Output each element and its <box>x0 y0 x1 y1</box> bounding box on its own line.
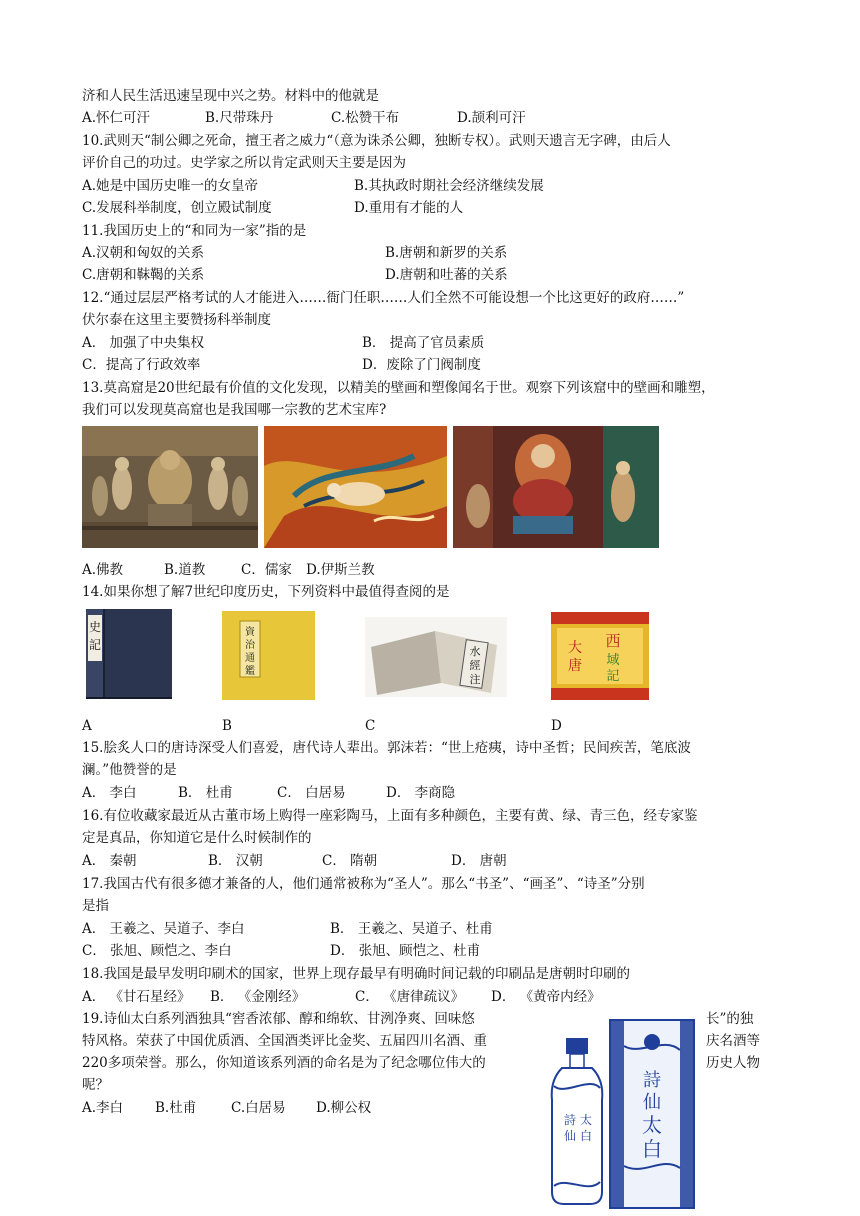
q19-line-4: 呢？ <box>82 1077 109 1093</box>
q17-option-d[interactable]: D． 张旭、顾恺之、杜甫 <box>330 943 481 959</box>
box-label-2: 仙 <box>643 1092 661 1113</box>
q18-option-d[interactable]: D． 《黄帝内经》 <box>491 989 601 1005</box>
q17-stem-2: 是指 <box>82 898 109 914</box>
book-xiyuji-title-1: 大 <box>568 640 582 656</box>
q12-option-a[interactable]: A． 加强了中央集权 <box>82 335 205 351</box>
q19-option-a[interactable]: A.李白 <box>82 1100 124 1116</box>
q15-option-b[interactable]: B． 杜甫 <box>178 785 233 801</box>
bottle-label-3: 太 <box>579 1113 593 1127</box>
book-shuijingzhu-image[interactable] <box>365 617 507 697</box>
q16-stem-1: 16.有位收藏家最近从古董市场上购得一座彩陶马，上面有多种颜色，主要有黄、绿、青三色，经专家鉴 <box>82 808 698 824</box>
q12-option-c[interactable]: C．提高了行政效率 <box>82 357 201 373</box>
q10-option-c[interactable]: C.发展科举制度，创立殿试制度 <box>82 200 272 216</box>
q18-option-a[interactable]: A． 《甘石星经》 <box>82 989 191 1005</box>
q15-option-a[interactable]: A． 李白 <box>82 785 137 801</box>
q13-stem-2: 我们可以发现莫高窟也是我国哪一宗教的艺术宝库? <box>82 402 387 418</box>
q17-stem-1: 17.我国古代有很多德才兼备的人，他们通常被称为“圣人”。那么“书圣”、“画圣”、“诗圣”分别 <box>82 876 645 892</box>
box-label-1: 詩 <box>643 1070 661 1091</box>
q13-option-c[interactable]: C．儒家 <box>241 562 292 578</box>
q16-stem-2: 定是真品，你知道它是什么时候制作的 <box>82 830 312 846</box>
q13-stem-1: 13.莫高窟是20世纪最有价值的文化发现，以精美的壁画和塑像闻名于世。观察下列该窟中的壁画和雕塑， <box>82 380 715 396</box>
q19-line-2b: 庆名酒等 <box>706 1033 760 1049</box>
q18-option-c[interactable]: C． 《唐律疏议》 <box>355 989 465 1005</box>
q13-option-b[interactable]: B.道教 <box>164 562 206 578</box>
q19-line-3b: 历史人物 <box>706 1055 760 1071</box>
q19-option-c[interactable]: C.白居易 <box>231 1100 286 1116</box>
q19-option-d[interactable]: D.柳公权 <box>316 1100 372 1116</box>
q9-option-a[interactable]: A.怀仁可汗 <box>82 110 151 126</box>
book-xiyuji-title-2: 唐 <box>568 658 582 674</box>
q15-stem-1: 15.脍炙人口的唐诗深受人们喜爱，唐代诗人辈出。郭沫若：“世上疮痍，诗中圣哲；民间疾苦，笔底波 <box>82 740 691 756</box>
q18-option-b[interactable]: B． 《金刚经》 <box>210 989 306 1005</box>
bottle-label-2: 仙 <box>563 1129 577 1143</box>
book-shuijing-title-2: 經 <box>469 659 481 672</box>
q13-option-d[interactable]: D.伊斯兰教 <box>306 562 375 578</box>
q14-stem: 14.如果你想了解7世纪印度历史，下列资料中最值得查阅的是 <box>82 584 450 600</box>
q12-stem-1: 12.“通过层层严格考试的人才能进入……衙门任职……人们全然不可能设想一个比这更好的政府……” <box>82 290 685 306</box>
q18-stem: 18.我国是最早发明印刷术的国家，世界上现存最早有明确时间记载的印刷品是唐朝时印刷的 <box>82 966 630 982</box>
q10-stem-2: 评价自己的功过。史学家之所以肯定武则天主要是因为 <box>82 155 406 171</box>
q14-label-d[interactable]: D <box>551 718 562 734</box>
q19-line-1b: 长”的独 <box>706 1011 754 1027</box>
q11-option-c[interactable]: C.唐朝和靺鞨的关系 <box>82 267 205 283</box>
q10-option-d[interactable]: D.重用有才能的人 <box>354 200 464 216</box>
book-zizhi-tongjian-image[interactable] <box>222 611 315 700</box>
q19-line-3a: 220多项荣誉。那么，你知道该系列酒的命名是为了纪念哪位伟大的 <box>82 1055 486 1071</box>
mogao-sculpture-image <box>82 426 258 548</box>
book-shuijing-title-3: 注 <box>469 673 481 686</box>
q16-option-d[interactable]: D． 唐朝 <box>451 853 507 869</box>
q16-option-c[interactable]: C． 隋朝 <box>322 853 378 869</box>
q16-option-b[interactable]: B． 汉朝 <box>208 853 263 869</box>
mogao-buddha-image <box>453 426 659 548</box>
book-shiji-title-1: 史 <box>88 620 102 634</box>
q17-option-a[interactable]: A． 王羲之、吴道子、李白 <box>82 921 245 937</box>
q9-option-c[interactable]: C.松赞干布 <box>331 110 400 126</box>
box-label-4: 白 <box>642 1137 662 1161</box>
shixian-taibai-liquor-image <box>540 1016 700 1212</box>
book-zizhi-title-2: 治 <box>245 640 255 651</box>
book-zizhi-title-4: 鑑 <box>245 666 255 677</box>
q12-option-b[interactable]: B． 提高了官员素质 <box>362 335 485 351</box>
q19-line-1a: 19.诗仙太白系列酒独具“窖香浓郁、醇和绵软、甘洌净爽、回味悠 <box>82 1011 475 1027</box>
q11-option-d[interactable]: D.唐朝和吐蕃的关系 <box>385 267 508 283</box>
q12-stem-2: 伏尔泰在这里主要赞扬科举制度 <box>82 312 271 328</box>
book-zizhi-title-1: 資 <box>245 627 255 638</box>
q10-option-b[interactable]: B.其执政时期社会经济继续发展 <box>354 178 544 194</box>
q9-option-d[interactable]: D.颉利可汗 <box>457 110 526 126</box>
box-label-3: 太 <box>642 1113 662 1137</box>
q14-label-a[interactable]: A <box>82 718 92 734</box>
mogao-mural-image <box>264 426 447 548</box>
q14-label-b[interactable]: B <box>222 718 232 734</box>
q11-option-a[interactable]: A.汉朝和匈奴的关系 <box>82 245 205 261</box>
book-shuijing-title-1: 水 <box>469 645 481 658</box>
q14-label-c[interactable]: C <box>365 718 376 734</box>
q16-option-a[interactable]: A． 秦朝 <box>82 853 137 869</box>
bottle-label-4: 白 <box>579 1129 593 1143</box>
book-zizhi-title-3: 通 <box>245 653 255 664</box>
q10-stem-1: 10.武则天“制公卿之死命，擅王者之威力“（意为诛杀公卿，独断专权）。武则天遗言无字碑，由后人 <box>82 133 671 149</box>
book-xiyuji-title-4: 域 <box>606 653 620 668</box>
q15-stem-2: 澜。”他赞誉的是 <box>82 762 177 778</box>
q19-option-b[interactable]: B.杜甫 <box>155 1100 197 1116</box>
q11-stem: 11.我国历史上的“和同为一家”指的是 <box>82 223 307 239</box>
book-datang-xiyuji-image[interactable] <box>551 612 649 700</box>
book-shiji-image[interactable] <box>82 607 175 700</box>
book-shiji-title-2: 記 <box>88 638 102 652</box>
q10-option-a[interactable]: A.她是中国历史唯一的女皇帝 <box>82 178 259 194</box>
q11-option-b[interactable]: B.唐朝和新罗的关系 <box>385 245 508 261</box>
q9-option-b[interactable]: B.尺带珠丹 <box>205 110 274 126</box>
q15-option-d[interactable]: D． 李商隐 <box>386 785 456 801</box>
book-xiyuji-title-3: 西 <box>605 632 621 650</box>
q12-option-d[interactable]: D．废除了门阀制度 <box>362 357 481 373</box>
book-xiyuji-title-5: 記 <box>606 669 620 684</box>
q13-option-a[interactable]: A.佛教 <box>82 562 124 578</box>
q19-line-2a: 特风格。荣获了中国优质酒、全国酒类评比金奖、五届四川名酒、重 <box>82 1033 487 1049</box>
q9-stem: 济和人民生活迅速呈现中兴之势。材料中的他就是 <box>82 88 379 104</box>
q17-option-b[interactable]: B． 王羲之、吴道子、杜甫 <box>330 921 493 937</box>
q15-option-c[interactable]: C． 白居易 <box>277 785 346 801</box>
bottle-label-1: 詩 <box>563 1113 577 1127</box>
q17-option-c[interactable]: C． 张旭、顾恺之、李白 <box>82 943 232 959</box>
